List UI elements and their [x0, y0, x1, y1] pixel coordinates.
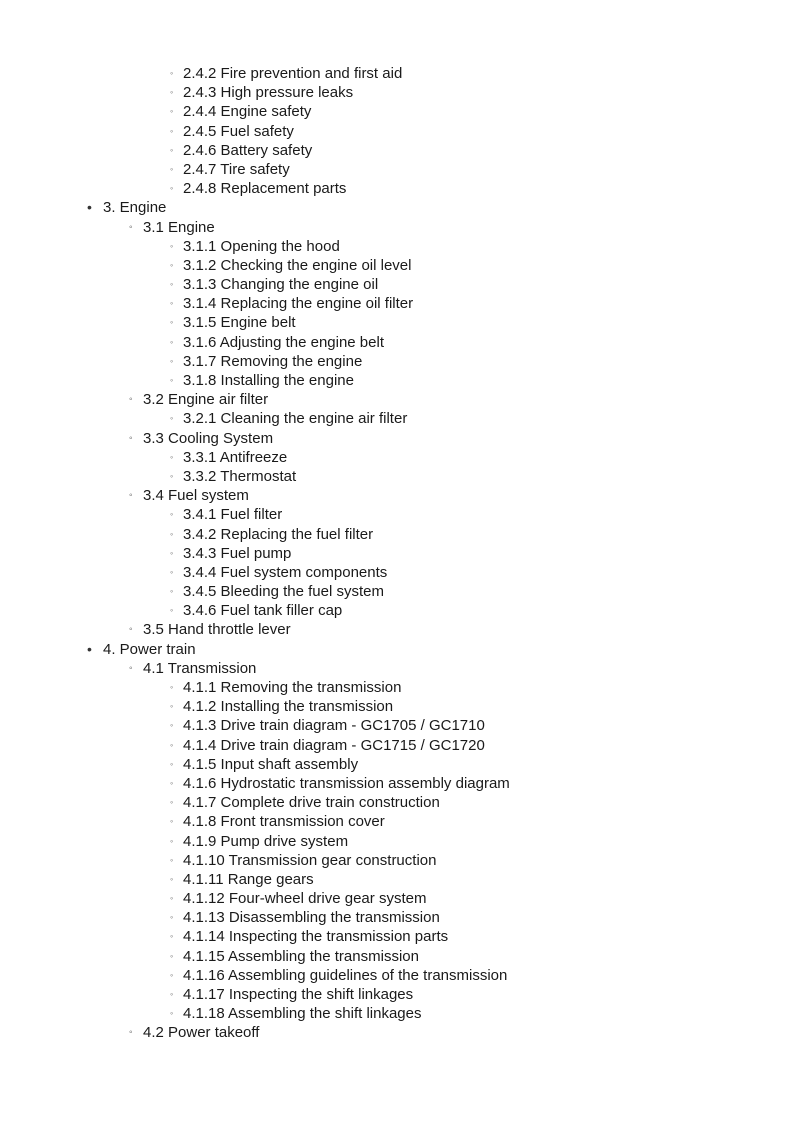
toc-subsection[interactable] [0, 582, 794, 601]
hollow-bullet-icon: ◦ [170, 682, 174, 692]
toc-item-label: 3.4.2 Replacing the fuel filter [183, 525, 374, 543]
toc-item-label: 4.2 Power takeoff [143, 1024, 260, 1042]
hollow-bullet-icon: ◦ [129, 432, 133, 444]
toc-subsection[interactable] [0, 812, 794, 831]
toc-subsection[interactable] [0, 985, 794, 1004]
hollow-bullet-icon: ◦ [170, 720, 174, 731]
toc-item-label: 4.1.10 Transmission gear construction [183, 851, 437, 869]
hollow-bullet-icon: ◦ [170, 873, 174, 884]
hollow-bullet-icon: ◦ [170, 125, 174, 136]
toc-item-label: 4.1 Transmission [143, 659, 257, 677]
toc-item-label: 4.1.18 Assembling the shift linkages [183, 1005, 422, 1023]
toc-item-label: 4.1.7 Complete drive train construction [183, 794, 440, 812]
hollow-bullet-icon: ◦ [170, 106, 174, 117]
toc-item-label: 4.1.15 Assembling the transmission [183, 947, 419, 965]
toc-item-label: 3.1.3 Changing the engine oil [183, 276, 379, 294]
hollow-bullet-icon: ◦ [170, 893, 174, 904]
toc-subsection[interactable] [0, 313, 794, 332]
toc-item-label: 3.1.2 Checking the engine oil level [183, 256, 412, 274]
toc-section[interactable] [0, 429, 794, 448]
hollow-bullet-icon: ◦ [170, 279, 174, 290]
toc-item-label: 3.3.2 Thermostat [183, 467, 297, 485]
hollow-bullet-icon: ◦ [170, 470, 174, 481]
toc-subsection[interactable] [0, 755, 794, 774]
toc-subsection[interactable] [0, 927, 794, 946]
toc-item-label: 3.1.6 Adjusting the engine belt [183, 333, 384, 351]
toc-subsection[interactable] [0, 716, 794, 735]
toc-item-label: 3.1 Engine [143, 218, 215, 236]
toc-section[interactable] [0, 218, 794, 237]
hollow-bullet-icon: ◦ [170, 144, 174, 155]
toc-subsection[interactable] [0, 601, 794, 620]
hollow-bullet-icon: ◦ [129, 221, 133, 233]
toc-item-label: 3.1.8 Installing the engine [183, 372, 354, 389]
toc-item-label: 3.1.4 Replacing the engine oil filter [183, 295, 414, 313]
toc-subsection[interactable] [0, 793, 794, 812]
toc-subsection[interactable] [0, 409, 794, 428]
hollow-bullet-icon: ◦ [170, 509, 174, 520]
toc-subsection[interactable] [0, 544, 794, 563]
toc-subsection[interactable] [0, 889, 794, 908]
toc-item-label: 2.4.7 Tire safety [183, 160, 290, 178]
hollow-bullet-icon: ◦ [170, 566, 174, 577]
toc-item-label: 3.2 Engine air filter [143, 391, 269, 409]
hollow-bullet-icon: ◦ [170, 87, 174, 98]
toc-item-label: 3.5 Hand throttle lever [143, 621, 291, 639]
toc-item-label: 4.1.3 Drive train diagram - GC1705 / GC1710 [183, 717, 485, 735]
toc-subsection[interactable] [0, 160, 794, 179]
hollow-bullet-icon: ◦ [129, 662, 133, 674]
hollow-bullet-icon: ◦ [129, 624, 133, 636]
toc-item-label: 4.1.16 Assembling guidelines of the transmission [183, 966, 508, 984]
toc-item-label: 3.3 Cooling System [143, 429, 274, 447]
filled-bullet-icon: • [87, 199, 92, 216]
hollow-bullet-icon: ◦ [170, 355, 174, 366]
toc-subsection[interactable] [0, 275, 794, 294]
toc-subsection[interactable] [0, 122, 794, 141]
hollow-bullet-icon: ◦ [170, 183, 174, 194]
toc-item-label: 3.4 Fuel system [143, 487, 249, 505]
hollow-bullet-icon: ◦ [170, 835, 174, 846]
toc-item-label: 4.1.5 Input shaft assembly [183, 755, 359, 773]
toc-subsection[interactable] [0, 966, 794, 985]
toc-item-label: 4.1.17 Inspecting the shift linkages [183, 986, 414, 1003]
toc-item-label: 4.1.1 Removing the transmission [183, 679, 402, 696]
toc-item-label: 2.4.4 Engine safety [183, 103, 312, 121]
hollow-bullet-icon: ◦ [170, 758, 174, 769]
hollow-bullet-icon: ◦ [129, 394, 133, 406]
hollow-bullet-icon: ◦ [170, 298, 174, 309]
toc-subsection[interactable] [0, 832, 794, 851]
toc-item-label: 2.4.6 Battery safety [183, 141, 313, 159]
hollow-bullet-icon: ◦ [170, 586, 174, 597]
hollow-bullet-icon: ◦ [170, 240, 174, 251]
toc-item-label: 4.1.12 Four-wheel drive gear system [183, 890, 427, 908]
toc-subsection[interactable] [0, 256, 794, 275]
toc-subsection[interactable] [0, 467, 794, 486]
toc-item-label: 4.1.11 Range gears [183, 870, 314, 888]
toc-item-label: 3.1.1 Opening the hood [183, 237, 340, 255]
hollow-bullet-icon: ◦ [170, 950, 174, 961]
toc-item-label: 3.4.1 Fuel filter [183, 506, 283, 524]
hollow-bullet-icon: ◦ [170, 797, 174, 808]
hollow-bullet-icon: ◦ [170, 259, 174, 270]
toc-section[interactable] [0, 1023, 794, 1042]
toc-section[interactable] [0, 620, 794, 639]
hollow-bullet-icon: ◦ [170, 969, 174, 980]
toc-subsection[interactable] [0, 947, 794, 966]
toc-subsection[interactable] [0, 64, 794, 83]
toc-subsection[interactable] [0, 870, 794, 889]
toc-item-label: 4.1.13 Disassembling the transmission [183, 909, 440, 927]
toc-item-label: 3.3.1 Antifreeze [183, 448, 288, 466]
table-of-contents [0, 64, 794, 1043]
toc-item-label: 4.1.6 Hydrostatic transmission assembly diagram [183, 774, 510, 792]
toc-subsection[interactable] [0, 697, 794, 716]
toc-item-label: 3.1.5 Engine belt [183, 314, 296, 332]
toc-subsection[interactable] [0, 237, 794, 256]
toc-item-label: 3.4.3 Fuel pump [183, 544, 292, 562]
toc-subsection[interactable] [0, 141, 794, 160]
hollow-bullet-icon: ◦ [170, 854, 174, 865]
toc-subsection[interactable] [0, 102, 794, 121]
toc-subsection[interactable] [0, 505, 794, 524]
toc-section[interactable] [0, 659, 794, 678]
toc-subsection[interactable] [0, 525, 794, 544]
toc-chapter[interactable] [0, 640, 794, 659]
toc-subsection[interactable] [0, 83, 794, 102]
toc-item-label: 3.4.6 Fuel tank filler cap [183, 602, 343, 620]
hollow-bullet-icon: ◦ [170, 375, 174, 385]
hollow-bullet-icon: ◦ [170, 336, 174, 347]
hollow-bullet-icon: ◦ [170, 68, 174, 78]
toc-subsection[interactable] [0, 678, 794, 697]
toc-section[interactable] [0, 390, 794, 409]
toc-item-label: 4.1.8 Front transmission cover [183, 813, 385, 831]
toc-item-label: 3. Engine [103, 199, 167, 217]
hollow-bullet-icon: ◦ [170, 413, 174, 424]
toc-subsection[interactable] [0, 179, 794, 198]
toc-subsection[interactable] [0, 352, 794, 371]
hollow-bullet-icon: ◦ [170, 317, 174, 328]
hollow-bullet-icon: ◦ [170, 605, 174, 616]
toc-subsection[interactable] [0, 294, 794, 313]
toc-subsection[interactable] [0, 851, 794, 870]
hollow-bullet-icon: ◦ [170, 989, 174, 999]
hollow-bullet-icon: ◦ [129, 490, 133, 502]
toc-item-label: 3.4.4 Fuel system components [183, 563, 388, 581]
toc-item-label: 3.1.7 Removing the engine [183, 352, 363, 370]
toc-item-label: 4.1.4 Drive train diagram - GC1715 / GC1720 [183, 736, 485, 754]
toc-subsection[interactable] [0, 563, 794, 582]
toc-item-label: 3.4.5 Bleeding the fuel system [183, 583, 384, 601]
toc-subsection[interactable] [0, 371, 794, 390]
hollow-bullet-icon: ◦ [170, 739, 174, 750]
hollow-bullet-icon: ◦ [170, 816, 174, 827]
hollow-bullet-icon: ◦ [129, 1027, 133, 1039]
toc-chapter[interactable] [0, 198, 794, 217]
toc-subsection[interactable] [0, 736, 794, 755]
filled-bullet-icon: • [87, 640, 92, 657]
hollow-bullet-icon: ◦ [170, 931, 174, 942]
toc-subsection[interactable] [0, 774, 794, 793]
toc-item-label: 4.1.9 Pump drive system [183, 832, 349, 850]
toc-item-label: 2.4.2 Fire prevention and first aid [183, 65, 403, 82]
hollow-bullet-icon: ◦ [170, 163, 174, 174]
hollow-bullet-icon: ◦ [170, 912, 174, 923]
hollow-bullet-icon: ◦ [170, 547, 174, 558]
toc-section[interactable] [0, 486, 794, 505]
hollow-bullet-icon: ◦ [170, 528, 174, 539]
toc-subsection[interactable] [0, 1004, 794, 1023]
hollow-bullet-icon: ◦ [170, 701, 174, 712]
toc-subsection[interactable] [0, 908, 794, 927]
hollow-bullet-icon: ◦ [170, 451, 174, 462]
toc-item-label: 2.4.5 Fuel safety [183, 122, 294, 140]
toc-item-label: 2.4.3 High pressure leaks [183, 84, 354, 102]
toc-subsection[interactable] [0, 333, 794, 352]
toc-item-label: 4. Power train [103, 640, 196, 658]
toc-item-label: 4.1.2 Installing the transmission [183, 698, 394, 716]
toc-item-label: 3.2.1 Cleaning the engine air filter [183, 410, 408, 428]
toc-item-label: 2.4.8 Replacement parts [183, 180, 347, 198]
toc-subsection[interactable] [0, 448, 794, 467]
toc-item-label: 4.1.14 Inspecting the transmission parts [183, 928, 449, 946]
hollow-bullet-icon: ◦ [170, 1008, 174, 1019]
hollow-bullet-icon: ◦ [170, 777, 174, 788]
